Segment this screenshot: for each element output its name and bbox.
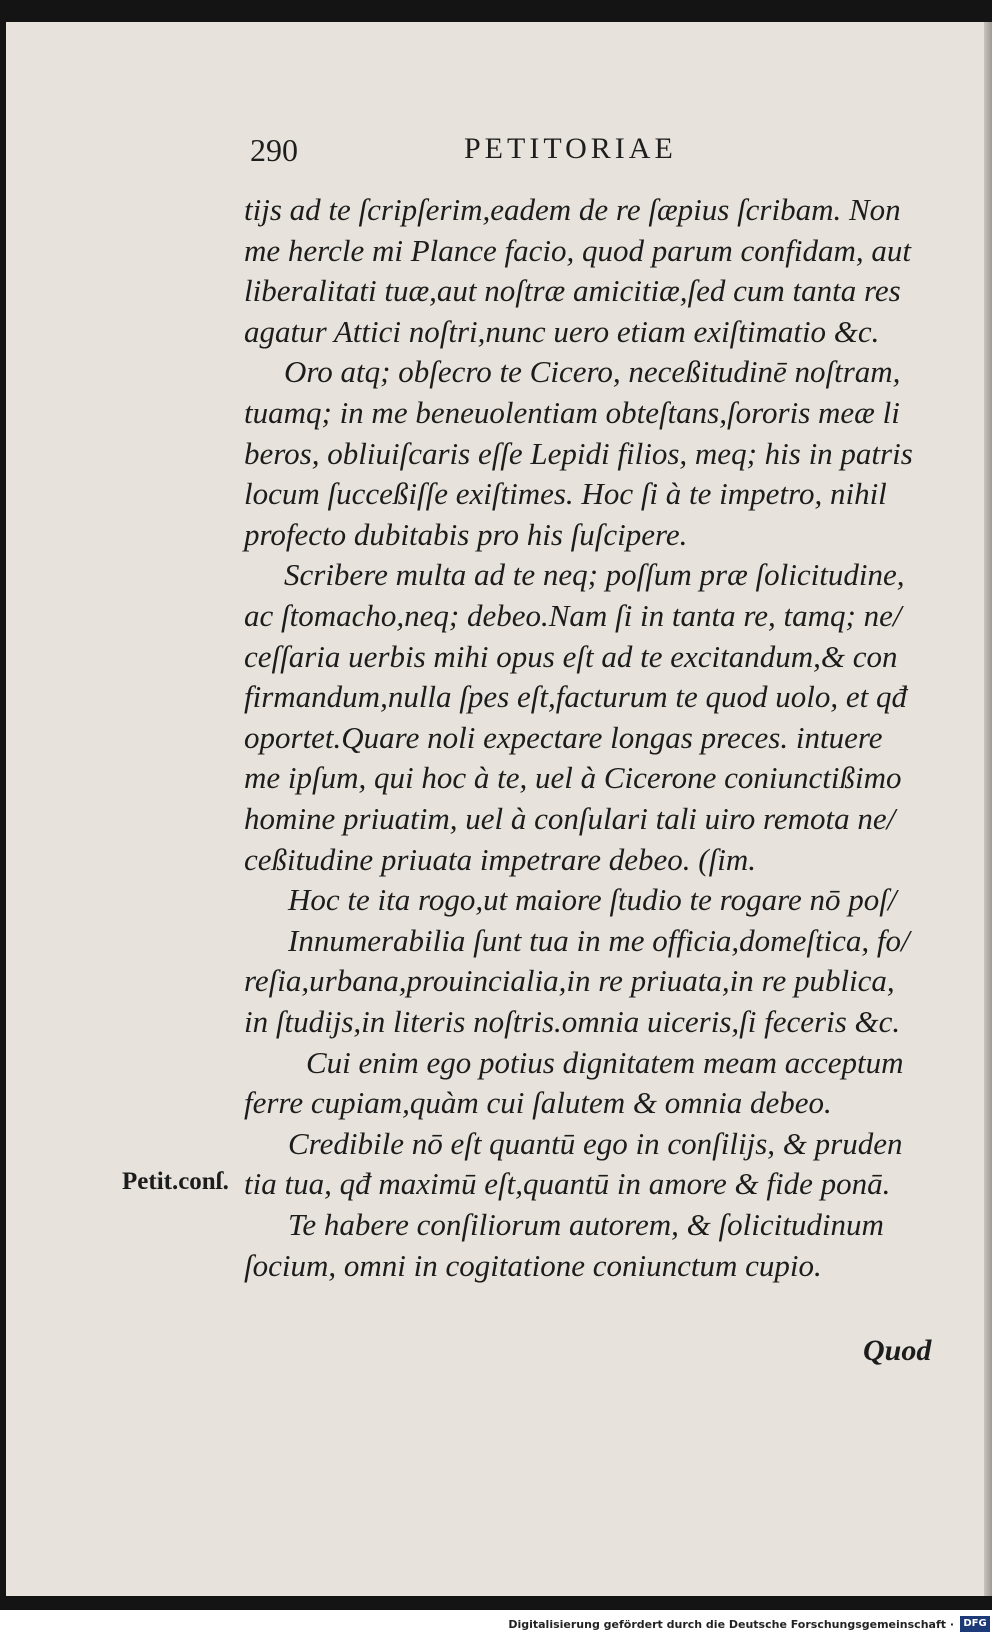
footer-credit: Digitalisierung gefördert durch die Deutsche Forschungsgemeinschaft · [508, 1618, 954, 1631]
text-line: oportet.Quare noli expectare longas preces. intuere [244, 720, 883, 755]
text-line: locum ſucceßiſſe exiſtimes. Hoc ſi à te impetro, nihil [244, 476, 887, 511]
text-line: tuamq; in me beneuolentiam obteſtans,ſororis meæ li [244, 395, 900, 430]
page-edge [984, 22, 992, 1596]
text-line: Oro atq; obſecro te Cicero, neceßitudinē noſtram, [284, 354, 901, 389]
text-line: Innumerabilia ſunt tua in me officia,domeſtica, fo/ [288, 923, 910, 958]
text-line: ſocium, omni in cogitatione coniunctum cupio. [244, 1248, 822, 1283]
book-page [6, 22, 992, 1596]
catchword: Quod [863, 1334, 932, 1367]
text-line: liberalitati tuæ,aut noſtræ amicitiæ,ſed cum tanta res [244, 273, 901, 308]
text-line: homine priuatim, uel à conſulari tali uiro remota ne/ [244, 801, 896, 836]
text-line: tijs ad te ſcripſerim,eadem de re ſæpius ſcribam. Non [244, 192, 901, 227]
text-line: tia tua, qđ maximū eſt,quantū in amore & fide ponā. [244, 1166, 891, 1201]
text-line: ferre cupiam,quàm cui ſalutem & omnia debeo. [244, 1085, 832, 1120]
text-line: ceßitudine priuata impetrare debeo. (ſim. [244, 842, 756, 877]
text-line: firmandum,nulla ſpes eſt,facturum te quod uolo, et qđ [244, 679, 908, 714]
text-line: Te habere conſiliorum autorem, & ſolicitudinum [288, 1207, 884, 1242]
footer-bar [0, 1610, 1000, 1640]
text-line: me hercle mi Plance facio, quod parum confidam, aut [244, 233, 911, 268]
running-title: PETITORIAE [464, 132, 677, 165]
text-line: ceſſaria uerbis mihi opus eſt ad te excitandum,& con [244, 639, 898, 674]
dfg-logo: DFG [960, 1616, 990, 1632]
text-line: Hoc te ita rogo,ut maiore ſtudio te rogare nō poſ/ [288, 882, 897, 917]
text-line: Credibile nō eſt quantū ego in conſilijs, & pruden [288, 1126, 903, 1161]
text-line: me ipſum, qui hoc à te, uel à Cicerone coniunctißimo [244, 760, 902, 795]
text-line: Cui enim ego potius dignitatem meam acceptum [306, 1045, 904, 1080]
text-line: beros, obliuiſcaris eſſe Lepidi filios, meq; his in patris [244, 436, 913, 471]
text-line: in ſtudijs,in literis noſtris.omnia uiceris,ſi feceris &c. [244, 1004, 901, 1039]
margin-note: Petit.conſ. [122, 1168, 229, 1195]
text-line: Scribere multa ad te neq; poſſum præ ſolicitudine, [284, 557, 905, 592]
running-head [242, 122, 712, 172]
text-line: profecto dubitabis pro his ſuſcipere. [244, 517, 688, 552]
text-line: reſia,urbana,prouincialia,in re priuata,in re publica, [244, 963, 895, 998]
page-number: 290 [250, 132, 298, 168]
text-line: ac ſtomacho,neq; debeo.Nam ſi in tanta re, tamq; ne/ [244, 598, 902, 633]
text-line: agatur Attici noſtri,nunc uero etiam exiſtimatio &c. [244, 314, 880, 349]
